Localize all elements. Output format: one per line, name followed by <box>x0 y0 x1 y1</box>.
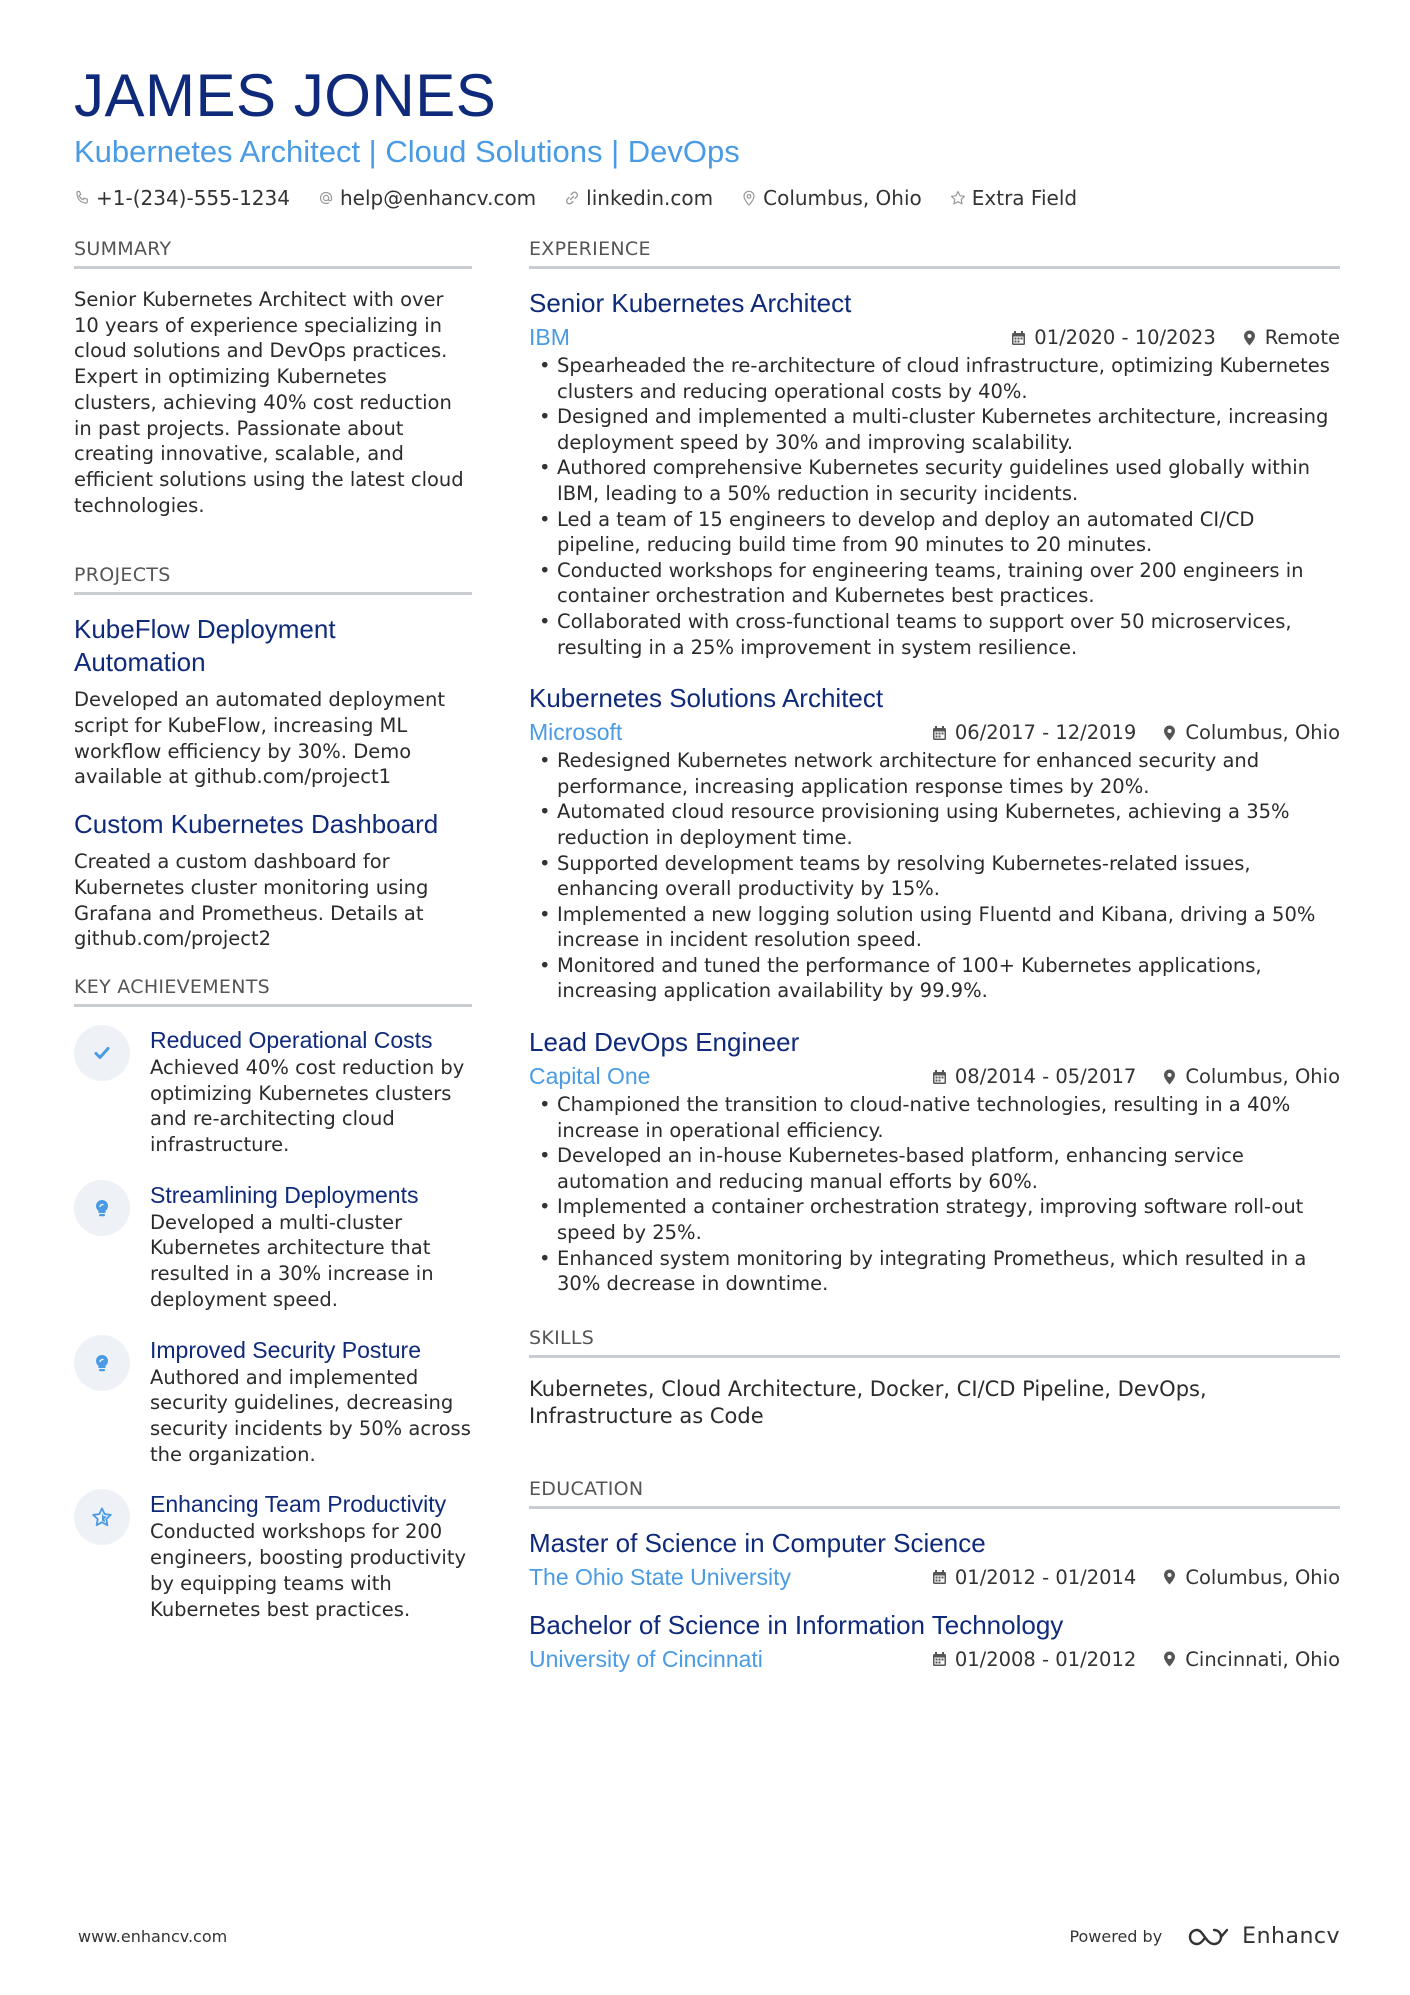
location-text: Cincinnati, Ohio <box>1185 1647 1340 1671</box>
project-title: KubeFlow Deployment Automation <box>74 614 336 678</box>
lightbulb-icon <box>74 1180 130 1236</box>
phone-text: +1-(234)-555-1234 <box>96 186 290 210</box>
education-dates <box>932 1648 1136 1671</box>
bullet-item: • Authored comprehensive Kubernetes security guidelines used globally within IBM, leading to a 50% reduction in security incidents. <box>529 455 1340 506</box>
linkedin-text: linkedin.com <box>586 186 714 210</box>
lightbulb-icon <box>74 1335 130 1391</box>
education-meta <box>529 1564 1340 1591</box>
contact-linkedin[interactable] <box>564 186 713 210</box>
contact-extra <box>950 186 1077 210</box>
achievement-item <box>74 1180 472 1313</box>
degree-title: Bachelor of Science in Information Technology <box>529 1609 1064 1640</box>
education-location <box>1162 1648 1340 1671</box>
project-desc: Developed an automated deployment script for KubeFlow, increasing ML workflow efficiency by 30%. Demo available at github.com/project1 <box>74 688 446 789</box>
location-text: Columbus, Ohio <box>1185 1565 1340 1589</box>
achievement-item <box>74 1335 472 1468</box>
achievement-item <box>74 1025 472 1158</box>
location-text: Remote <box>1264 326 1340 349</box>
left-column <box>74 238 472 1644</box>
achievement-title: Improved Security Posture <box>150 1336 422 1363</box>
bullet-item: • Redesigned Kubernetes network architecture for enhanced security and performance, increasing application response times by 20%. <box>529 748 1340 799</box>
achievements-title: KEY ACHIEVEMENTS <box>74 976 472 1007</box>
calendar-icon <box>1011 330 1026 346</box>
school-name: The Ohio State University <box>529 1563 792 1590</box>
job-title: Senior Kubernetes Architect <box>529 288 852 318</box>
page-footer <box>78 1924 1340 1949</box>
job-bullets <box>529 748 1340 1004</box>
dates-text: 08/2014 - 05/2017 <box>954 1065 1137 1089</box>
candidate-headline: Kubernetes Architect | Cloud Solutions | DevOps <box>74 134 740 169</box>
extra-text: Extra Field <box>971 186 1078 210</box>
bullet-item: • Spearheaded the re-architecture of cloud infrastructure, optimizing Kubernetes clusters and reducing operational costs by 40%. <box>529 353 1340 404</box>
company-name: Microsoft <box>529 719 623 746</box>
job-bullets <box>529 353 1340 660</box>
achievement-desc: Authored and implemented security guidelines, decreasing security incidents by 50% across the organization. <box>150 1365 471 1466</box>
location-pin-icon <box>1162 725 1177 741</box>
bullet-item: • Conducted workshops for engineering teams, training over 200 engineers in container orchestration and Kubernetes best practices. <box>529 558 1340 609</box>
achievement-desc: Achieved 40% cost reduction by optimizing Kubernetes clusters and re-architecting cloud infrastructure. <box>150 1055 465 1157</box>
achievement-desc: Conducted workshops for 200 engineers, boosting productivity by equipping teams with Kubernetes best practices. <box>150 1520 467 1621</box>
bullet-item: • Developed an in-house Kubernetes-based platform, enhancing service automation and reducing manual efforts by 60%. <box>529 1143 1340 1194</box>
phone-icon <box>74 190 90 206</box>
contact-email[interactable] <box>318 186 536 210</box>
resume-header <box>74 60 1344 210</box>
bullet-item: • Implemented a container orchestration strategy, improving software roll-out speed by 25%. <box>529 1194 1340 1245</box>
job-dates <box>932 1065 1136 1088</box>
school-name: University of Cincinnati <box>529 1645 763 1672</box>
project-desc: Created a custom dashboard for Kubernetes cluster monitoring using Grafana and Prometheus. Details at github.com/project2 <box>74 850 429 951</box>
skills-section <box>529 1327 1340 1430</box>
job-entry <box>529 1026 1340 1297</box>
achievement-item <box>74 1489 472 1622</box>
achievement-title: Enhancing Team Productivity <box>150 1491 447 1518</box>
job-dates <box>932 721 1136 744</box>
bullet-item: • Implemented a new logging solution using Fluentd and Kibana, driving a 50% increase in incident resolution speed. <box>529 902 1340 953</box>
calendar-icon <box>932 1069 947 1085</box>
skills-title: SKILLS <box>529 1327 1340 1358</box>
education-entry <box>529 1527 1340 1591</box>
bullet-item: • Designed and implemented a multi-cluster Kubernetes architecture, increasing deployment speed by 30% and improving scalability. <box>529 404 1340 455</box>
contact-phone[interactable] <box>74 186 290 210</box>
project-item <box>74 808 472 952</box>
contact-location <box>741 186 922 210</box>
brand-name: Enhancv <box>1242 1924 1340 1949</box>
job-entry <box>529 682 1340 1004</box>
location-pin-icon <box>741 190 757 206</box>
location-pin-icon <box>1162 1651 1177 1667</box>
location-text: Columbus, Ohio <box>1185 721 1340 745</box>
location-text: Columbus, Ohio <box>1185 1065 1340 1089</box>
project-item <box>74 613 472 790</box>
dates-text: 01/2008 - 01/2012 <box>954 1647 1137 1671</box>
education-meta <box>529 1646 1340 1673</box>
dates-text: 06/2017 - 12/2019 <box>954 721 1137 745</box>
job-entry <box>529 287 1340 660</box>
company-name: IBM <box>529 324 570 350</box>
education-entry <box>529 1609 1340 1673</box>
location-pin-icon <box>1162 1069 1177 1085</box>
project-title: Custom Kubernetes Dashboard <box>74 809 439 840</box>
projects-title: PROJECTS <box>74 564 472 595</box>
experience-title: EXPERIENCE <box>529 238 1340 269</box>
dates-text: 01/2020 - 10/2023 <box>1034 326 1216 349</box>
location-pin-icon <box>1242 330 1257 346</box>
at-icon <box>318 190 334 206</box>
right-column <box>529 238 1340 1691</box>
achievement-desc: Developed a multi-cluster Kubernetes architecture that resulted in a 30% increase in deployment speed. <box>150 1210 434 1311</box>
bullet-item: • Championed the transition to cloud-native technologies, resulting in a 40% increase in operational efficiency. <box>529 1092 1340 1143</box>
summary-title: SUMMARY <box>74 238 472 269</box>
achievement-title: Streamlining Deployments <box>150 1181 419 1208</box>
location-text: Columbus, Ohio <box>763 186 922 210</box>
job-location <box>1162 721 1340 744</box>
job-location <box>1242 326 1340 349</box>
bullet-item: • Monitored and tuned the performance of 100+ Kubernetes applications, increasing application availability by 99.9%. <box>529 953 1340 1004</box>
job-location <box>1162 1065 1340 1088</box>
education-section <box>529 1478 1340 1673</box>
bullet-item: • Supported development teams by resolving Kubernetes-related issues, enhancing overall productivity by 15%. <box>529 851 1340 902</box>
calendar-icon <box>932 725 947 741</box>
achievements-section <box>74 976 472 1622</box>
calendar-icon <box>932 1569 947 1585</box>
job-bullets <box>529 1092 1340 1297</box>
infinity-logo-icon <box>1186 1925 1232 1949</box>
job-dates <box>1011 326 1215 349</box>
job-meta <box>529 1063 1340 1090</box>
link-icon <box>564 190 580 206</box>
job-title: Kubernetes Solutions Architect <box>529 683 884 714</box>
education-dates <box>932 1566 1136 1589</box>
job-meta <box>529 719 1340 746</box>
summary-section <box>74 238 472 518</box>
experience-section <box>529 238 1340 1297</box>
location-pin-icon <box>1162 1569 1177 1585</box>
achievement-title: Reduced Operational Costs <box>150 1026 433 1053</box>
education-title: EDUCATION <box>529 1478 1340 1509</box>
projects-section <box>74 564 472 952</box>
bullet-item: • Collaborated with cross-functional teams to support over 50 microservices, resulting in a 25% improvement in system resilience. <box>529 609 1340 660</box>
skills-text: Kubernetes, Cloud Architecture, Docker, CI/CD Pipeline, DevOps, Infrastructure as Code <box>529 1376 1207 1428</box>
contact-row <box>74 186 1344 210</box>
calendar-icon <box>932 1651 947 1667</box>
degree-title: Master of Science in Computer Science <box>529 1527 986 1558</box>
bullet-item: • Led a team of 15 engineers to develop and deploy an automated CI/CD pipeline, reducing build time from 90 minutes to 20 minutes. <box>529 507 1340 558</box>
brand-logo[interactable] <box>1186 1924 1340 1949</box>
star-outline-icon <box>950 190 966 206</box>
dates-text: 01/2012 - 01/2014 <box>954 1565 1137 1589</box>
star-icon <box>74 1489 130 1545</box>
bullet-item: • Enhanced system monitoring by integrating Prometheus, which resulted in a 30% decrease in downtime. <box>529 1246 1340 1297</box>
company-name: Capital One <box>529 1063 651 1090</box>
email-text: help@enhancv.com <box>339 186 537 210</box>
job-meta <box>529 324 1340 351</box>
candidate-name: JAMES JONES <box>74 62 497 129</box>
summary-text: Senior Kubernetes Architect with over 10 years of experience specializing in cloud solutions and DevOps practices. Expert in optimizing Kubernetes clusters, achieving 40% cost reduction in past projects. Passionate about creating innovative, scalable, and efficient solutions using the latest cloud technologies. <box>74 288 464 517</box>
check-icon <box>74 1025 130 1081</box>
powered-by-text: Powered by <box>1069 1927 1163 1946</box>
footer-url[interactable]: www.enhancv.com <box>78 1927 228 1946</box>
bullet-item: • Automated cloud resource provisioning using Kubernetes, achieving a 35% reduction in deployment time. <box>529 799 1340 850</box>
education-location <box>1162 1566 1340 1589</box>
job-title: Lead DevOps Engineer <box>529 1027 800 1058</box>
